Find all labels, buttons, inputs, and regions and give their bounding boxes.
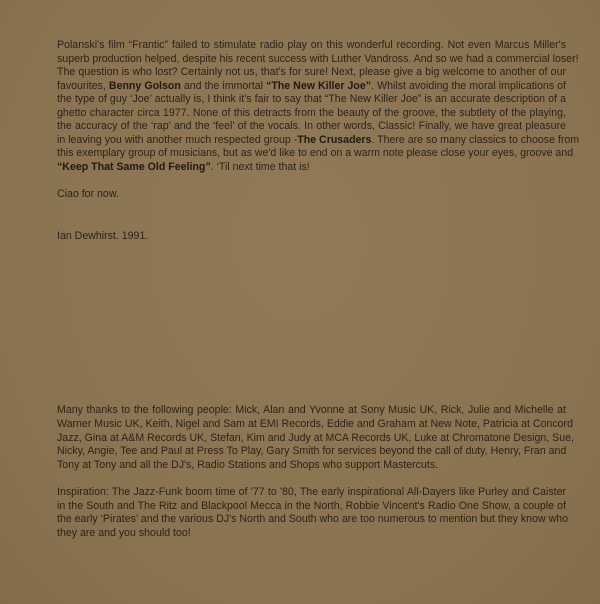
body-text: the type of guy ‘Joe’ actually is, I think it's fair to say that “The New Killer Joe” is an accurate description of a: [57, 93, 566, 105]
text-line: [57, 107, 566, 120]
body-text: superb production helped, despite his recent success with Luther Vandross. And so we had a commercial loser!: [57, 53, 579, 65]
body-text: Ian Dewhirst. 1991.: [57, 230, 149, 242]
body-text: in the South and The Ritz and Blackpool Mecca in the North, Robbie Vincent's Radio One Show, a couple of: [57, 500, 566, 512]
text-line: [57, 513, 566, 526]
text-line: [57, 527, 566, 540]
body-text: Nicky, Angie, Tee and Paul at Press To Play, Gary Smith for services beyond the call of duty, Henry, Fran and: [57, 445, 567, 457]
body-text: ghetto character circa 1977. None of this detracts from the beauty of the groove, the subtlety of the playing,: [57, 107, 566, 119]
text-line: [57, 39, 566, 52]
text-line: [57, 80, 566, 93]
body-text: Inspiration: The Jazz-Funk boom time of '77 to '80, The early inspirational All-Dayers like Purley and Caister: [57, 486, 566, 498]
text-line: [57, 459, 566, 472]
text-line: [57, 147, 574, 160]
text-line: [57, 230, 566, 243]
body-text: Ciao for now.: [57, 188, 119, 200]
body-text: favourites,: [57, 80, 109, 92]
body-text: and the immortal: [180, 80, 267, 92]
body-text: The question is who lost? Certainly not us, that's for sure! Next, please give a big welcome to another of our: [57, 66, 566, 78]
text-line: [57, 432, 574, 445]
text-line: [57, 93, 566, 106]
text-line: [57, 134, 580, 147]
body-text: Warner Music UK, Keith, Nigel and Sam at EMI Records, Eddie and Graham at New Note, Patricia at Concord: [57, 418, 573, 430]
text-line: [57, 500, 566, 513]
text-line: [57, 445, 566, 458]
text-line: [57, 66, 566, 79]
body-text: Polanski's film “Frantic” failed to stimulate radio play on this wonderful recording. Not even Marcus Miller's: [57, 39, 566, 51]
text-line: [57, 418, 573, 431]
bold-title-text: “The New Killer Joe”: [266, 80, 372, 92]
text-line: [57, 188, 566, 201]
body-text: the accuracy of the ‘rap’ and the ‘feel’ of the vocals. In other words, Classic! Finally, we have great pleasure: [57, 120, 566, 132]
bold-title-text: “Keep That Same Old Feeling”: [57, 161, 211, 173]
bold-title-text: Benny Golson: [108, 80, 181, 92]
bold-title-text: The Crusaders: [297, 134, 372, 146]
body-text: they are and you should too!: [57, 527, 191, 539]
text-line: [57, 53, 579, 66]
body-text: . There are so many classics to choose from: [371, 134, 580, 146]
text-line: [57, 404, 566, 417]
body-text: Jazz, Gina at A&M Records UK, Stefan, Kim and Judy at MCA Records UK, Luke at Chromatone Design, Sue,: [57, 432, 574, 444]
text-line: [57, 120, 566, 133]
body-text: in leaving you with another much respected group -: [57, 134, 298, 146]
body-text: the early ‘Pirates’ and the various DJ's North and South who are too numerous to mention but they know who: [57, 513, 568, 525]
body-text: . ‘Til next time that is!: [210, 161, 310, 173]
body-text: . Whilst avoiding the moral implications of: [371, 80, 566, 92]
body-text: this exemplary group of musicians, but as we'd like to end on a warm note please close your eyes, groove and: [57, 147, 574, 159]
body-text: Many thanks to the following people: Mick, Alan and Yvonne at Sony Music UK, Rick, Julie and Michelle at: [57, 404, 566, 416]
text-line: [57, 161, 566, 174]
body-text: Tony at Tony and all the DJ's, Radio Stations and Shops who support Mastercuts.: [57, 459, 439, 471]
text-line: [57, 486, 566, 499]
